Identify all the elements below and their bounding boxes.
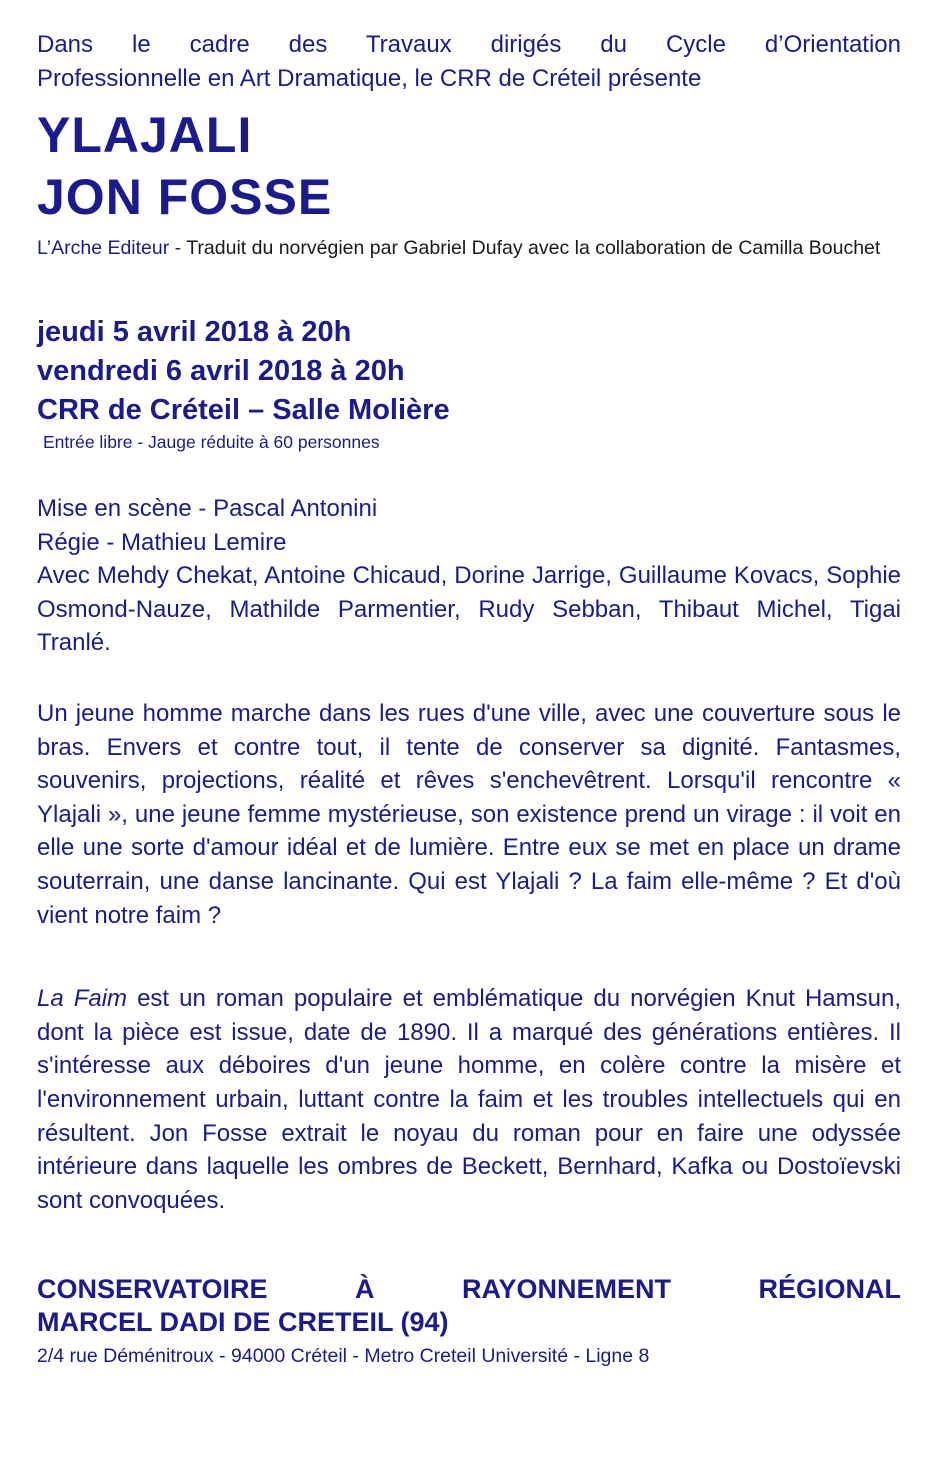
institution-address: 2/4 rue Déménitroux - 94000 Créteil - Metro Creteil Université - Ligne 8 (37, 1345, 650, 1368)
document-page (37, 28, 901, 1371)
play-title: YLAJALI (37, 107, 253, 163)
context-paragraph (37, 982, 901, 1217)
regie-credit: Régie - Mathieu Lemire (37, 528, 287, 556)
venue: CRR de Créteil – Salle Molière (37, 394, 450, 426)
performance-dates (37, 313, 901, 430)
play-title-block (37, 104, 901, 228)
publisher-credit (37, 234, 901, 263)
translation-credit: Traduit du norvégien par Gabriel Dufay avec la collaboration de Camilla Bouchet (181, 237, 881, 259)
intro-line-1: Dans le cadre des Travaux dirigés du Cycle d’Orientation (37, 31, 901, 58)
institution-line-2: MARCEL DADI DE CRETEIL (94) (37, 1307, 449, 1338)
author-name: JON FOSSE (37, 169, 333, 225)
entry-info: Entrée libre - Jauge réduite à 60 personnes (43, 432, 380, 452)
synopsis-paragraph: Un jeune homme marche dans les rues d'une ville, avec une couverture sous le bras. Envers et contre tout, il tente de conserver sa dignité. Fantasmes, souvenirs, projections, réalité et rêves s'enchevêtrent. Lorsqu'il rencontre « Ylajali », une jeune femme mystérieuse, son existence prend un virage : il voit en elle une sorte d'amour idéal et de lumière. Entre eux se met en place un drame souterrain, une danse lancinante. Qui est Ylajali ? La faim elle-même ? Et d'où vient notre faim ? (37, 699, 901, 929)
publisher-name: L’Arche Editeur - (37, 237, 182, 259)
credits-block (37, 492, 901, 660)
context-text: est un roman populaire et emblématique du norvégien Knut Hamsun, dont la pièce est issue, date de 1890. Il a marqué des générations entières. Il s'intéresse aux déboires d'un jeune homme, en colère contre la misère et l'environnement urbain, luttant contre la faim et les troubles intellectuels qui en résultent. Jon Fosse extrait le noyau du roman pour en faire une odyssée intérieure dans laquelle les ombres de Beckett, Bernhard, Kafka ou Dostoïevski sont convoquées. (37, 985, 901, 1214)
date-1: jeudi 5 avril 2018 à 20h (37, 316, 352, 348)
institution-line-1: CONSERVATOIRE À RAYONNEMENT RÉGIONAL (37, 1274, 901, 1305)
intro-text (37, 28, 901, 96)
date-2: vendredi 6 avril 2018 à 20h (37, 355, 405, 387)
cast-list: Avec Mehdy Chekat, Antoine Chicaud, Dorine Jarrige, Guillaume Kovacs, Sophie Osmond-Nauze, Mathilde Parmentier, Rudy Sebban, Thibaut Michel, Tigai Tranlé. (37, 562, 901, 657)
book-title: La Faim (37, 985, 128, 1013)
institution-name (37, 1273, 901, 1339)
direction-credit: Mise en scène - Pascal Antonini (37, 495, 378, 522)
intro-line-2: Professionnelle en Art Dramatique, le CRR de Créteil présente (37, 65, 702, 92)
